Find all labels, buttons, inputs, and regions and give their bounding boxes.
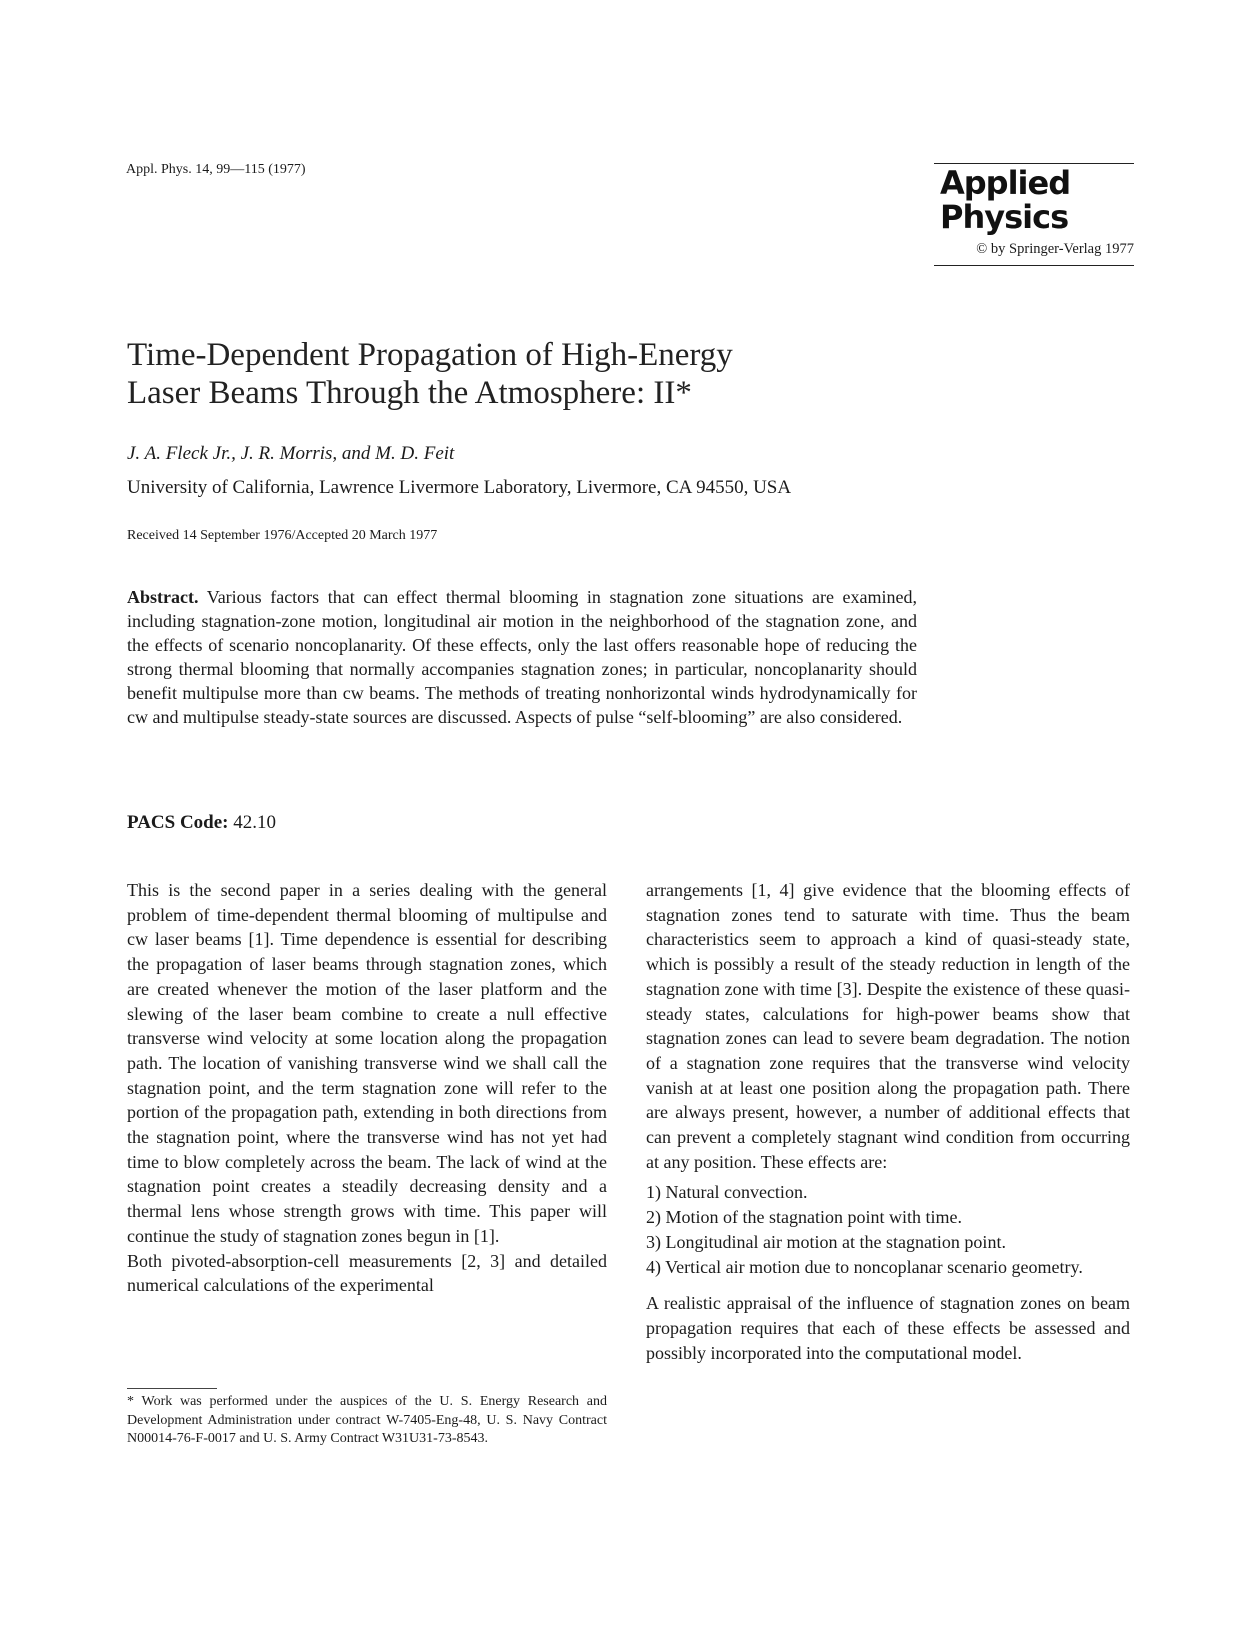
list-item: 3) Longitudinal air motion at the stagnation point.	[646, 1231, 1006, 1252]
journal-citation: Appl. Phys. 14, 99—115 (1977)	[126, 162, 306, 177]
list-item: 2) Motion of the stagnation point with time.	[646, 1207, 962, 1228]
body-paragraph: A realistic appraisal of the influence of stagnation zones on beam propagation requires that each of these effects be assessed and possibly incorporated into the computational model.	[646, 1293, 1130, 1363]
pacs-code	[127, 812, 276, 834]
list-item: 4) Vertical air motion due to noncoplanar scenario geometry.	[646, 1256, 1083, 1277]
copyright-notice: © by Springer-Verlag 1977	[976, 241, 1134, 257]
abstract-text: Various factors that can effect thermal blooming in stagnation zone situations are examined, including stagnation-zone motion, longitudinal air motion in the neighborhood of the stagnation zone, and the effects of scenario noncoplanarity. Of these effects, only the last offers reasonable hope of reducing the strong thermal blooming that normally accompanies stagnation zones; in particular, noncoplanarity should benefit multipulse more than cw beams. The methods of treating nonhorizontal winds hydrodynamically for cw and multipulse steady-state sources are discussed. Aspects of pulse “self-blooming” are also considered.	[127, 587, 917, 727]
paper-title	[127, 336, 887, 412]
body-paragraph: This is the second paper in a series dealing with the general problem of time-dependent thermal blooming of multipulse and cw laser beams [1]. Time dependence is essential for describing the propagation of laser beams through stagnation zones, which are created whenever the motion of the laser platform and the slewing of the laser beam combine to create a null effective transverse wind velocity at some location along the propagation path. The location of vanishing transverse wind we shall call the stagnation point, and the term stagnation zone will refer to the portion of the propagation path, extending in both directions from the stagnation point, where the transverse wind has not yet had time to blow completely across the beam. The lack of wind at the stagnation point creates a steadily decreasing density and a thermal lens whose strength grows with time. This paper will continue the study of stagnation zones begun in [1].	[127, 880, 607, 1246]
logo-bottom-rule	[934, 265, 1134, 266]
received-dates: Received 14 September 1976/Accepted 20 March 1977	[127, 528, 438, 543]
body-column-right	[646, 878, 1130, 1365]
body-paragraph: Both pivoted-absorption-cell measurements [2, 3] and detailed numerical calculations of the experimental	[127, 1250, 607, 1296]
author-list: J. A. Fleck Jr., J. R. Morris, and M. D. Feit	[127, 443, 455, 464]
journal-name-line2: Physics	[940, 198, 1069, 236]
pacs-value: 42.10	[233, 812, 277, 833]
journal-name-line1: Applied	[940, 164, 1071, 202]
abstract	[127, 585, 917, 729]
title-line-2: Laser Beams Through the Atmosphere: II*	[127, 375, 692, 411]
title-line-1: Time-Dependent Propagation of High-Energy	[127, 337, 733, 373]
footnote: * Work was performed under the auspices of the U. S. Energy Research and Development Administration under contract W-7405-Eng-48, U. S. Navy Contract N00014-76-F-0017 and U. S. Army Contract W31U31-73-8543.	[127, 1394, 607, 1446]
footnote-rule	[127, 1388, 217, 1389]
journal-logo	[934, 163, 1134, 266]
list-item: 1) Natural convection.	[646, 1182, 808, 1203]
abstract-label: Abstract.	[127, 587, 199, 607]
effects-list	[646, 1180, 1130, 1279]
pacs-label: PACS Code:	[127, 812, 229, 833]
author-affiliation: University of California, Lawrence Livermore Laboratory, Livermore, CA 94550, USA	[127, 477, 792, 498]
body-paragraph: arrangements [1, 4] give evidence that the blooming effects of stagnation zones tend to saturate with time. Thus the beam characteristics seem to approach a kind of quasi-steady state, which is possibly a result of the steady reduction in length of the stagnation zone with time [3]. Despite the existence of these quasi-steady states, calculations for high-power beams show that stagnation zones can lead to severe beam degradation. The notion of a stagnation zone requires that the transverse wind velocity vanish at at least one position along the propagation path. There are always present, however, a number of additional effects that can prevent a completely stagnant wind condition from occurring at any position. These effects are:	[646, 880, 1130, 1172]
body-column-left	[127, 878, 607, 1298]
